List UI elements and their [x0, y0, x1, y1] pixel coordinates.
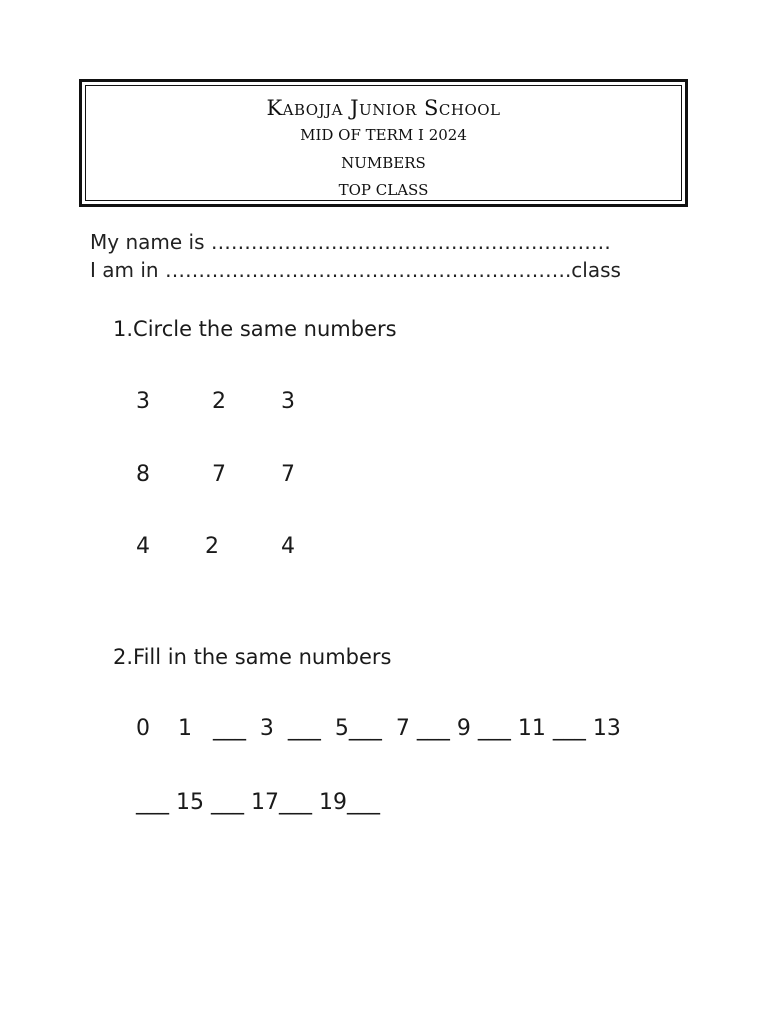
number-cell: 2 [205, 534, 219, 559]
number-cell: 2 [212, 389, 226, 414]
question-2-title: 2.Fill in the same numbers [113, 645, 392, 669]
class-title: TOP CLASS [338, 181, 429, 199]
number-cell: 4 [136, 534, 150, 559]
number-cell: 3 [136, 389, 150, 414]
number-cell: 7 [212, 462, 226, 487]
student-class-line: I am in …………………………………………………….class [90, 258, 621, 282]
school-name: Kabojja Junior School [266, 96, 501, 120]
number-cell: 3 [281, 389, 295, 414]
sequence-line-1: 0 1 ___ 3 ___ 5___ 7 ___ 9 ___ 11 ___ 13 [136, 716, 621, 741]
student-name-line: My name is …………………………………………………… [90, 230, 611, 254]
term-title: MID OF TERM I 2024 [300, 126, 467, 144]
subject-title: NUMBERS [341, 154, 426, 172]
sequence-line-2: ___ 15 ___ 17___ 19___ [136, 790, 380, 815]
header-inner-border [85, 85, 682, 201]
number-cell: 7 [281, 462, 295, 487]
number-cell: 4 [281, 534, 295, 559]
number-cell: 8 [136, 462, 150, 487]
header-box [79, 79, 688, 207]
question-1-title: 1.Circle the same numbers [113, 317, 397, 341]
